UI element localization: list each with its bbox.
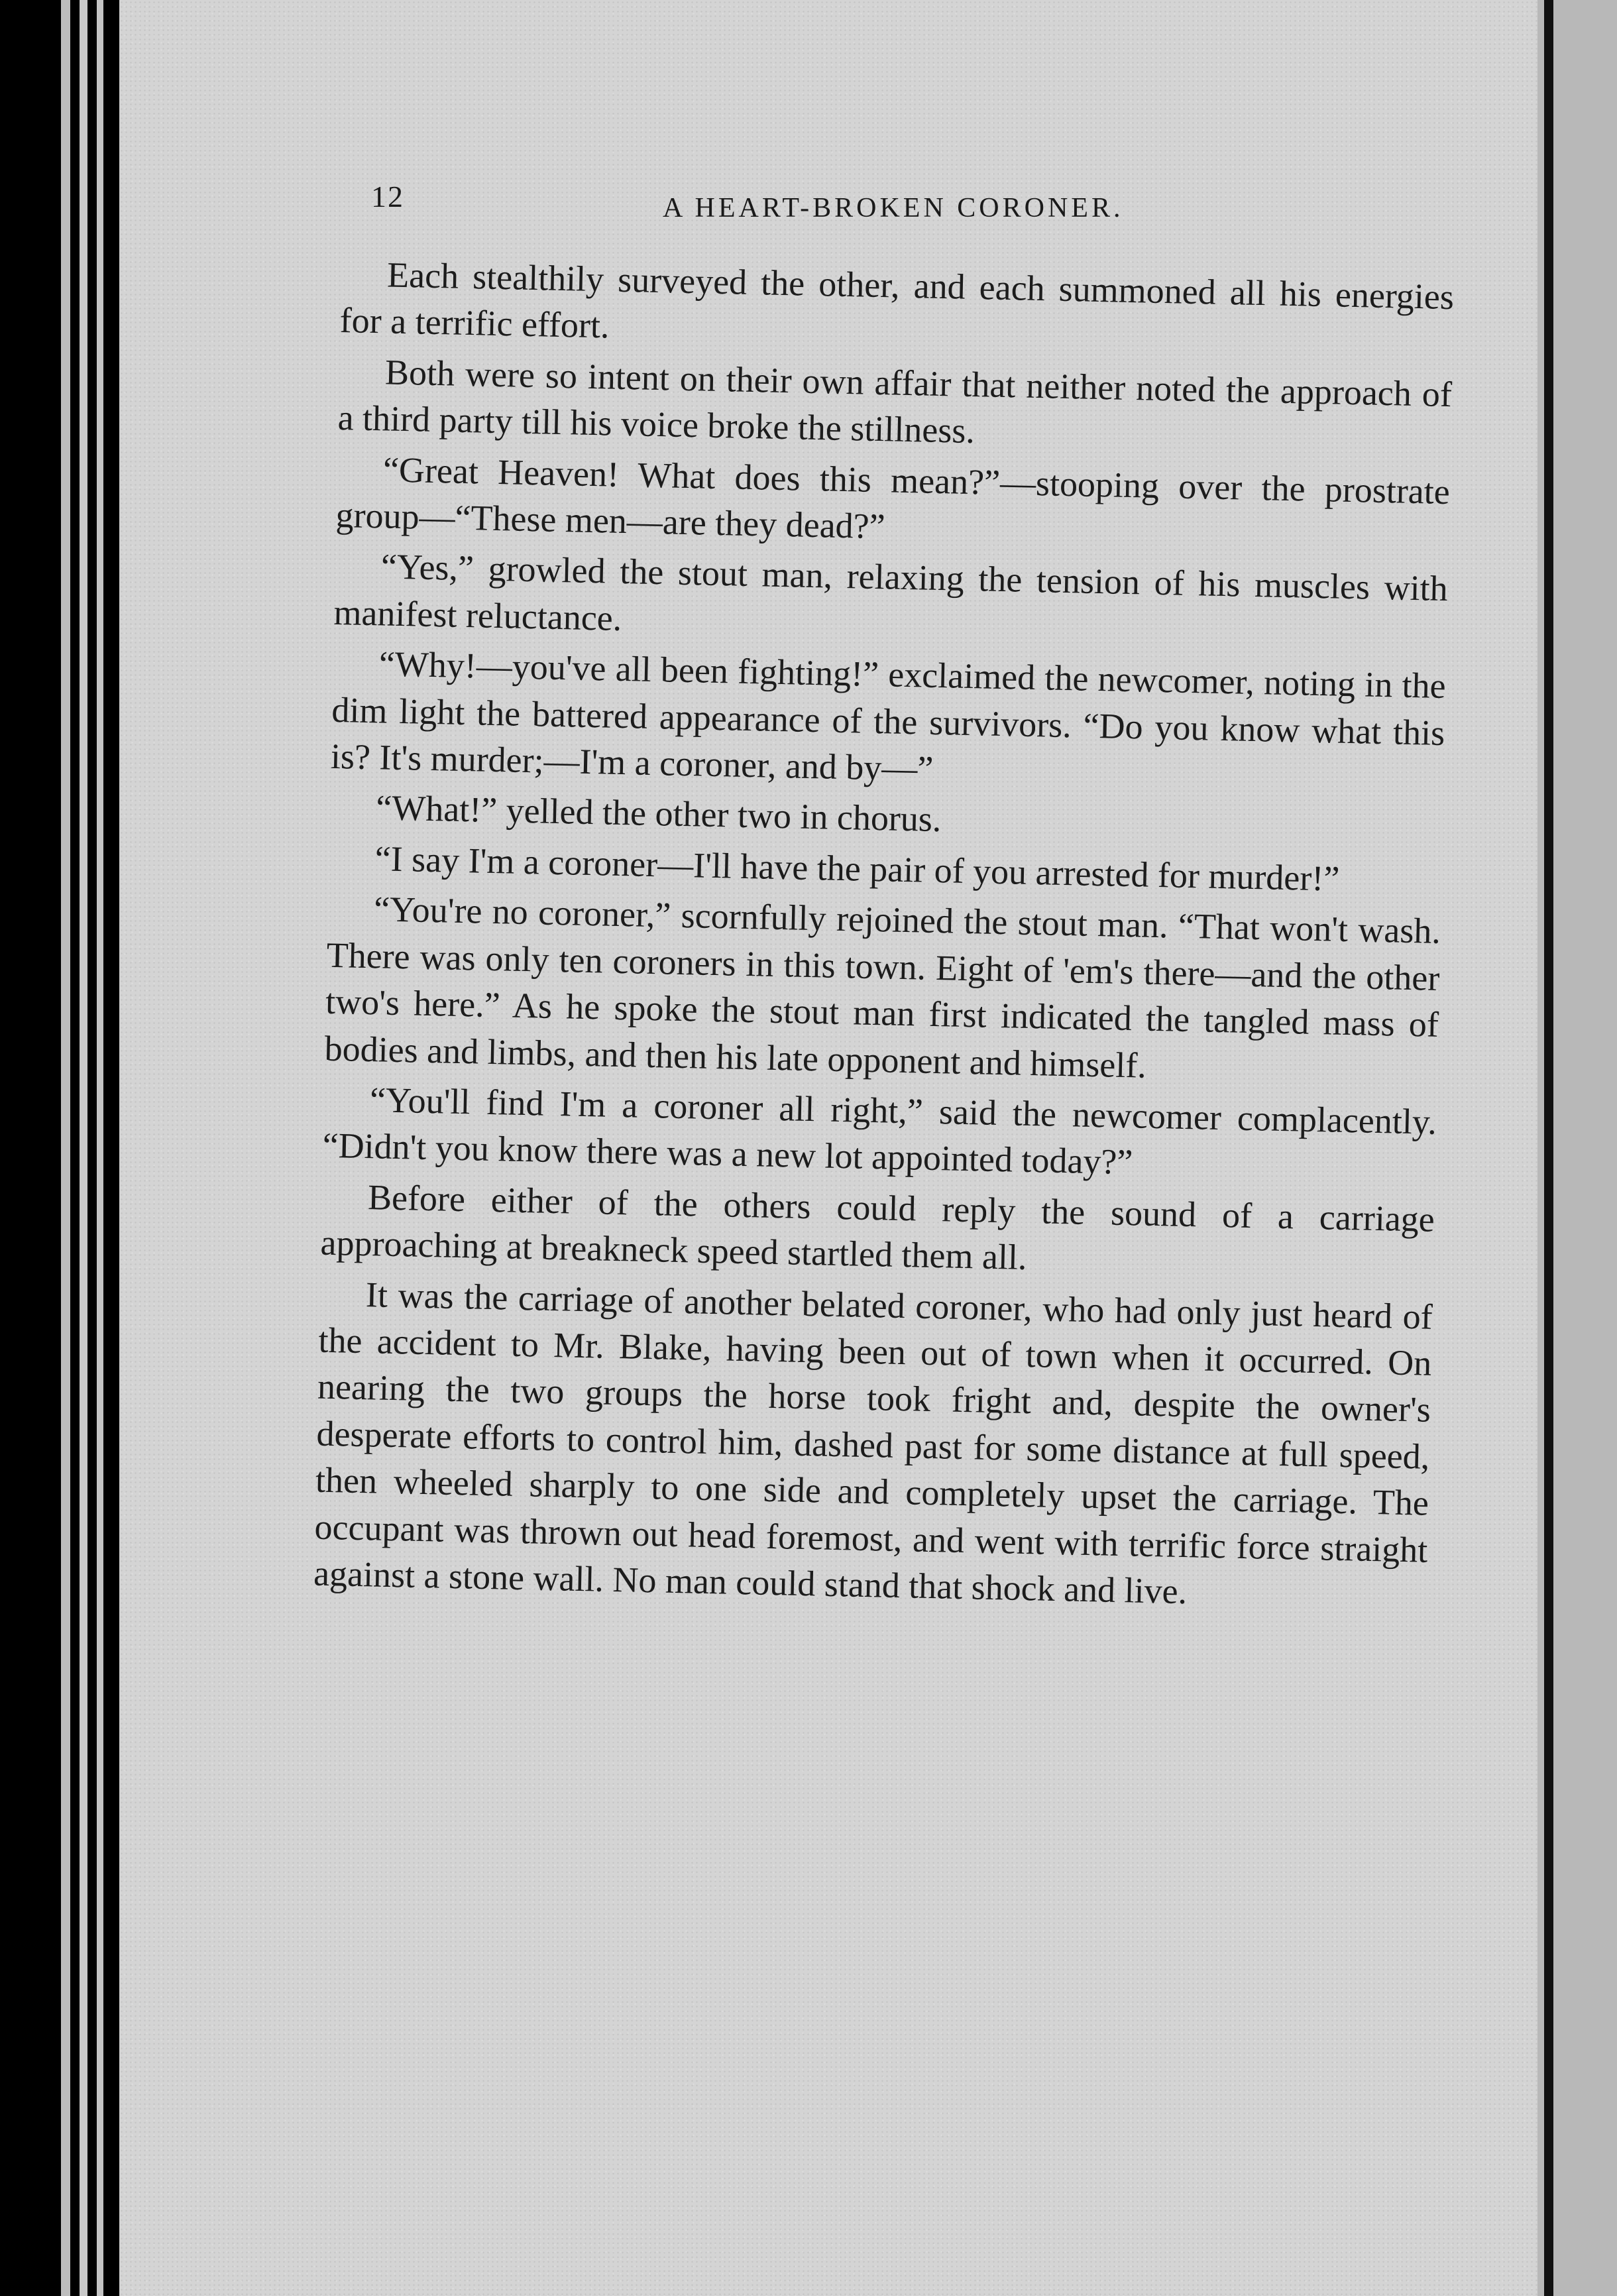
paragraph: It was the carriage of another belated coroner, who had only just heard of the accident to Mr. Blake, having been out of town when it occurred. On nearing the two groups the horse took fright and, despite the owner's desperate efforts to control him, dashed past for some distance at full speed, then wheeled sharply to one side and completely upset the carriage. The occupant was thrown out head foremost, and went with terrific force straight against a stone wall. No man could stand that shock and live. (313, 1274, 1433, 1612)
paragraph: “I say I'm a coroner—I'll have the pair of you arrested for murder!” (374, 838, 1340, 899)
running-head: A HEART-BROKEN CORONER. (663, 193, 1124, 223)
page-edge (80, 0, 87, 2296)
page-edge (97, 0, 103, 2296)
paragraph: “Yes,” growled the stout man, relaxing the tension of his muscles with manifest reluctance. (333, 546, 1449, 638)
page-edge (61, 0, 70, 2296)
paragraph: Both were so intent on their own affair that neither noted the approach of a third party till his voice broke the stillness. (337, 352, 1453, 451)
paragraph: “You'll find I'm a coroner all right,” said the newcomer complacently. “Didn't you know there was a new lot appointed today?” (322, 1080, 1437, 1182)
paragraph: “Why!—you've all been fighting!” exclaimed the newcomer, noting in the dim light the battered appearance of the survivors. “Do you know what this is? It's murder;—I'm a coroner, and by—” (330, 644, 1447, 789)
paragraph: “Great Heaven! What does this mean?”—stooping over the prostrate group—“These men—are they dead?” (335, 449, 1451, 547)
body-text (313, 251, 1454, 1624)
paragraph: Before either of the others could reply the sound of a carriage approaching at breakneck speed startled them all. (320, 1177, 1435, 1278)
paragraph: “What!” yelled the other two in chorus. (375, 787, 942, 840)
paragraph: Each stealthily surveyed the other, and each summoned all his energies for a terrific effort. (339, 255, 1455, 346)
binding-shadow (1544, 0, 1553, 2296)
page-number: 12 (371, 180, 404, 213)
paragraph: “You're no coroner,” scornfully rejoined the stout man. “That won't wash. There was only ten coroners in this town. Eight of 'em's there—and the other two's here.” As he spoke the stout man first indicated the tangled mass of bodies and limbs, and then his late opponent and himself. (324, 889, 1441, 1086)
